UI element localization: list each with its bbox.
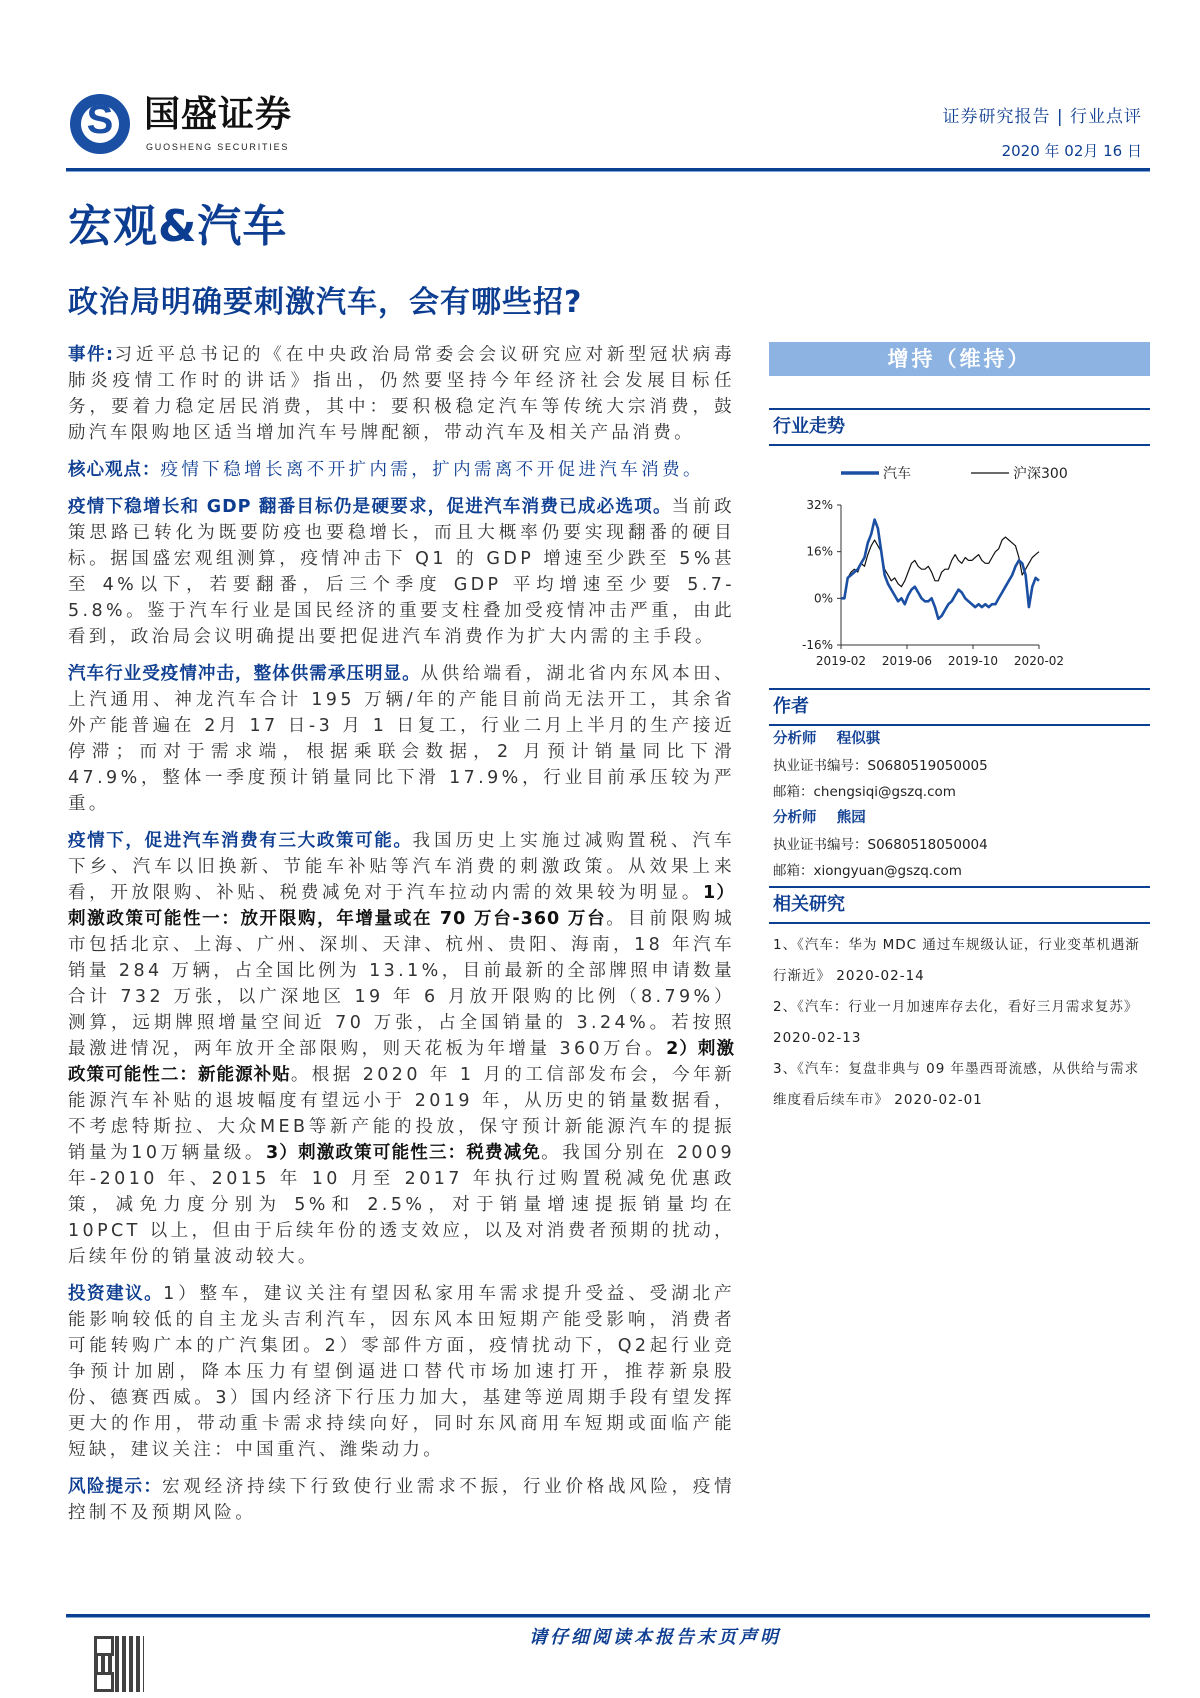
paragraph-lead: 疫情下，促进汽车消费有三大政策可能。 bbox=[68, 831, 413, 851]
paragraph-risk bbox=[68, 1474, 735, 1526]
related-date: 2020-02-14 bbox=[836, 968, 925, 984]
paragraph-text: 。根据 2020 年 1 月的工信部发布会，今年新能源汽车补贴的退坡幅度有望远小于 2019 年，从历史的销量数据看，不考虑特斯拉、大众MEB等新产能的投放，保守预计新能源汽车的提振销量为10万辆量级。 bbox=[68, 1065, 736, 1163]
footer-divider bbox=[66, 1614, 1150, 1618]
author-cert bbox=[769, 832, 1150, 858]
policy-three-heading: 3）刺激政策可能性三：税费减免 bbox=[266, 1143, 542, 1163]
author-email bbox=[769, 779, 1150, 805]
footer-disclaimer: 请仔细阅读本报告末页声明 bbox=[529, 1627, 781, 1648]
logo-name-cn: 国盛证券 bbox=[144, 94, 293, 135]
paragraph-text: 当前政策思路已转化为既要防疫也要稳增长，而且大概率仍要实现翻番的硬目标。据国盛宏观组测算，疫情冲击下 Q1 的 GDP 增速至少跌至 5%甚至 4%以下，若要翻番，后三个季度 GDP 平均增速至少要 5.7-5.8%。鉴于汽车行业是国民经济的重要支柱叠加受疫情冲击严重，由此看到，政治局会议明确提出要把促进汽车消费作为扩大内需的主手段。 bbox=[68, 497, 736, 647]
section-title-trend: 行业走势 bbox=[769, 408, 1150, 446]
email-link[interactable]: xiongyuan@gszq.com bbox=[813, 863, 962, 879]
x-tick-label: 2020-02 bbox=[1013, 654, 1065, 668]
author-role: 分析师 bbox=[773, 731, 817, 747]
page-title: 宏观&汽车 bbox=[68, 201, 288, 252]
paragraph-lead: 汽车行业受疫情冲击，整体供需承压明显。 bbox=[68, 664, 421, 684]
page-subtitle: 政治局明确要刺激汽车，会有哪些招? bbox=[68, 285, 583, 320]
series-line-auto bbox=[841, 520, 1039, 619]
paragraph-supply-demand bbox=[68, 661, 735, 817]
cert-number: S0680518050004 bbox=[867, 837, 988, 853]
company-logo bbox=[70, 94, 310, 156]
related-title: 1、《汽车：华为 MDC 通过车规级认证，行业变革机遇渐行渐近》 bbox=[773, 937, 1140, 984]
cert-label: 执业证书编号： bbox=[773, 837, 868, 853]
trend-chart bbox=[769, 450, 1150, 680]
paragraph-text: 。目前限购城市包括北京、上海、广州、深圳、天津、杭州、贵阳、海南，18 年汽车销量 284 万辆，占全国比例为 13.1%，目前最新的全部牌照申请数量合计 732 万张，以广深地区 19 年 6 月放开限购的比例（8.79%）测算，远期牌照增量空间近 70 万张，占全国销量的 3.24%。若按照最激进情况，两年放开全部限购，则天花板为年增量 360万台。 bbox=[68, 909, 735, 1059]
report-date: 2020 年 02月 16 日 bbox=[1001, 142, 1142, 160]
email-link[interactable]: chengsiqi@gszq.com bbox=[813, 784, 956, 800]
related-title: 3、《汽车：复盘非典与 09 年墨西哥流感，从供给与需求维度看后续车市》 bbox=[773, 1061, 1140, 1108]
cert-number: S0680519050005 bbox=[867, 758, 988, 774]
cert-label: 执业证书编号： bbox=[773, 758, 868, 774]
related-item[interactable] bbox=[769, 992, 1150, 1054]
author-name: 程似骐 bbox=[836, 731, 881, 747]
email-label: 邮箱： bbox=[773, 863, 814, 879]
related-title: 2、《汽车：行业一月加速库存去化，看好三月需求复苏》 bbox=[773, 999, 1139, 1015]
related-research-list bbox=[769, 930, 1150, 1116]
x-tick-label: 2019-02 bbox=[815, 654, 867, 668]
related-item[interactable] bbox=[769, 1054, 1150, 1116]
report-type: 证券研究报告 | 行业点评 bbox=[942, 107, 1142, 127]
paragraph-text: 我国历史上实施过减购置税、汽车下乡、汽车以旧换新、节能车补贴等汽车消费的刺激政策。从效果上来看，开放限购、补贴、税费减免对于汽车拉动内需的效果较为明显。 bbox=[68, 831, 735, 903]
paragraph-lead: 风险提示： bbox=[68, 1477, 163, 1497]
paragraph-gdp bbox=[68, 494, 735, 650]
paragraph-lead: 投资建议。 bbox=[68, 1284, 164, 1304]
paragraph-text: 1）整车，建议关注有望因私家用车需求提升受益、受湖北产能影响较低的自主龙头吉利汽车，因东风本田短期产能受影响，消费者可能转购广本的广汽集团。2）零部件方面，疫情扰动下，Q2起行业竞争预计加剧，降本压力有望倒逼进口替代市场加速打开，推荐新泉股份、德赛西威。3）国内经济下行压力加大，基建等逆周期手段有望发挥更大的作用，带动重卡需求持续向好，同时东风商用车短期或面临产能短缺，建议关注：中国重汽、潍柴动力。 bbox=[68, 1284, 735, 1460]
policy-one-heading: 1）刺激政策可能性一：放开限购，年增量或在 70 万台-360 万台 bbox=[68, 883, 735, 929]
author-email bbox=[769, 858, 1150, 884]
legend bbox=[841, 466, 1068, 482]
chart-lines bbox=[841, 520, 1039, 619]
author-list bbox=[769, 726, 1150, 884]
paragraph-text: 宏观经济持续下行致使行业需求不振，行业价格战风险，疫情控制不及预期风险。 bbox=[68, 1477, 735, 1523]
paragraph-core-view bbox=[68, 457, 735, 483]
logo-mark-icon bbox=[70, 94, 130, 154]
email-label: 邮箱： bbox=[773, 784, 814, 800]
author-cert bbox=[769, 753, 1150, 779]
author-heading bbox=[769, 805, 1150, 832]
paragraph-text: 。我国分别在 2009 年-2010 年、2015 年 10 月至 2017 年执行过购置税减免优惠政策，减免力度分别为 5%和 2.5%，对于销量增速提振销量均在 10PCT 以上，但由于后续年份的透支效应，以及对消费者预期的扰动，后续年份的销量波动较大。 bbox=[68, 1143, 735, 1267]
paragraph-event bbox=[68, 342, 735, 446]
paragraph-text: 从供给端看，湖北省内东风本田、上汽通用、神龙汽车合计 195 万辆/年的产能目前尚无法开工，其余省外产能普遍在 2月 17 日-3 月 1 日复工，行业二月上半月的生产接近停滞；而对于需求端，根据乘联会数据，2 月预计销量同比下滑 47.9%，整体一季度预计销量同比下滑 17.9%，行业目前承压较为严重。 bbox=[68, 664, 736, 814]
y-tick-label: 32% bbox=[806, 498, 833, 512]
main-body bbox=[68, 342, 735, 1526]
paragraph-investment bbox=[68, 1281, 735, 1463]
author-name: 熊园 bbox=[836, 810, 866, 826]
legend-label-csi300: 沪深300 bbox=[1013, 466, 1068, 482]
x-tick-label: 2019-10 bbox=[947, 654, 999, 668]
section-title-authors: 作者 bbox=[769, 688, 1150, 726]
paragraph-lead: 疫情下稳增长和 GDP 翻番目标仍是硬要求，促进汽车消费已成必选项。 bbox=[68, 497, 672, 517]
paragraph-lead: 事件: bbox=[68, 345, 115, 365]
paragraph-text: 习近平总书记的《在中央政治局常委会会议研究应对新型冠状病毒肺炎疫情工作时的讲话》指出，仍然要坚持今年经济社会发展目标任务，要着力稳定居民消费，其中：要积极稳定汽车等传统大宗消费，鼓励汽车限购地区适当增加汽车号牌配额，带动汽车及相关产品消费。 bbox=[68, 345, 735, 443]
logo-name-en: GUOSHENG SECURITIES bbox=[146, 142, 290, 152]
header-divider bbox=[66, 168, 1150, 172]
sidebar bbox=[769, 342, 1150, 1116]
legend-label-auto: 汽车 bbox=[883, 466, 911, 482]
paragraph-policies bbox=[68, 828, 735, 1270]
x-tick-label: 2019-06 bbox=[881, 654, 933, 668]
paragraph-lead: 核心观点： bbox=[68, 460, 161, 480]
author-role: 分析师 bbox=[773, 810, 817, 826]
y-tick-label: -16% bbox=[801, 638, 833, 652]
related-item[interactable] bbox=[769, 930, 1150, 992]
y-tick-label: 16% bbox=[806, 544, 833, 559]
related-date: 2020-02-01 bbox=[894, 1092, 983, 1108]
author-heading bbox=[769, 726, 1150, 753]
series-line-csi300 bbox=[841, 537, 1039, 598]
paragraph-text: 疫情下稳增长离不开扩内需，扩内需离不开促进汽车消费。 bbox=[160, 460, 704, 480]
rating-badge: 增持（维持） bbox=[769, 342, 1150, 376]
section-title-related: 相关研究 bbox=[769, 886, 1150, 924]
related-date: 2020-02-13 bbox=[773, 1030, 862, 1046]
chart-axes bbox=[802, 498, 1064, 668]
y-tick-label: 0% bbox=[813, 591, 833, 606]
policy-two-heading: 2）刺激政策可能性二：新能源补贴 bbox=[68, 1039, 735, 1085]
